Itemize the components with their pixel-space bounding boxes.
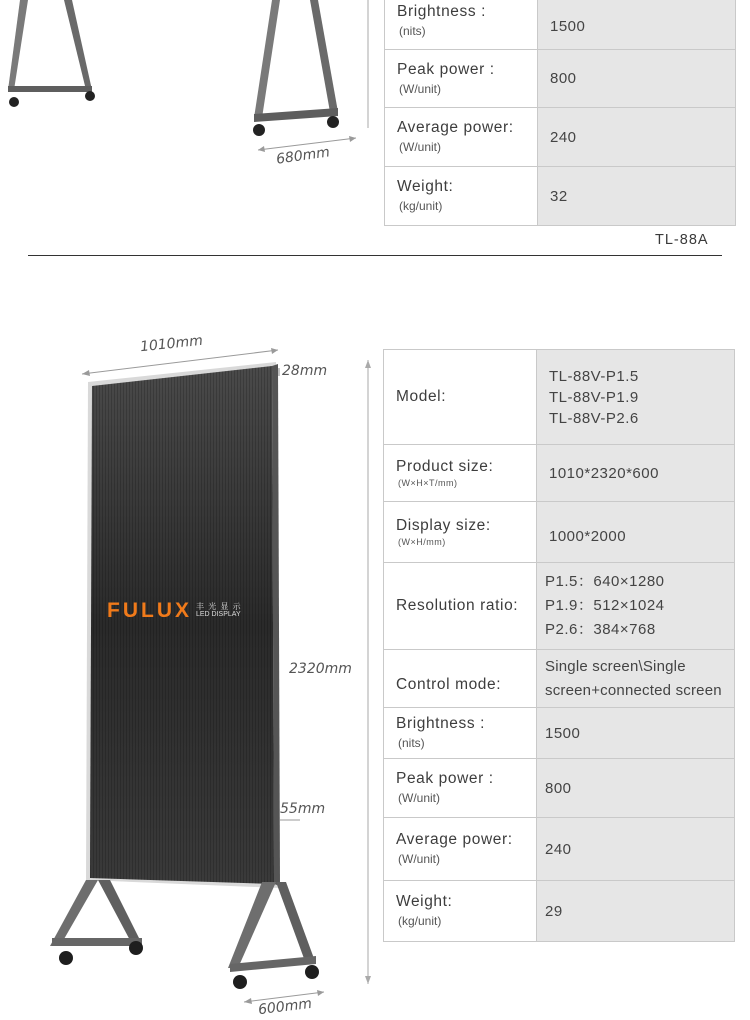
model-value: TL-88V-P1.9 <box>549 388 639 406</box>
brightness-value: 1500 <box>537 708 735 759</box>
resolution-value: P1.9：512×1024 <box>545 597 665 614</box>
model-label: Model: <box>396 388 447 405</box>
peak-power-label: Peak power : <box>396 770 494 787</box>
logo-subtext <box>196 603 242 619</box>
logo-sub: LED DISPLAY <box>196 611 241 618</box>
display-size-label: Display size: <box>396 517 491 534</box>
table-row <box>385 108 736 167</box>
weight-unit: (kg/unit) <box>398 914 442 928</box>
table-row <box>384 445 735 502</box>
table-row <box>384 563 735 650</box>
peak-power-unit: (W/unit) <box>398 791 440 805</box>
height-dimension: 2320mm <box>289 661 352 677</box>
average-power-unit: (W/unit) <box>399 140 441 154</box>
table-row <box>384 881 735 942</box>
model-value: TL-88V-P2.6 <box>549 409 639 427</box>
foot-dimension: 55mm <box>280 801 326 817</box>
peak-power-value: 800 <box>537 759 735 818</box>
spec-table <box>383 349 735 942</box>
brightness-unit: (nits) <box>399 24 426 38</box>
table-row <box>384 650 735 708</box>
product-size-value: 1010*2320*600 <box>537 445 735 502</box>
brightness-unit: (nits) <box>398 736 425 750</box>
control-mode-label: Control mode: <box>396 675 502 693</box>
table-row <box>385 0 736 50</box>
resolution-value: P2.6：384×768 <box>545 621 656 638</box>
model-value: TL-88V-P1.5 <box>549 367 639 385</box>
peak-power-unit: (W/unit) <box>399 81 441 96</box>
fulux-logo <box>107 599 242 623</box>
weight-value: 29 <box>537 881 735 942</box>
weight-value: 32 <box>538 167 736 226</box>
average-power-value: 240 <box>538 108 736 167</box>
table-row <box>385 50 736 108</box>
table-row <box>385 167 736 226</box>
average-power-label: Average power: <box>396 831 513 848</box>
peak-power-value: 800 <box>538 50 736 108</box>
resolution-value: P1.5：640×1280 <box>545 573 665 590</box>
product-size-label: Product size: <box>396 458 494 475</box>
control-mode-value: screen+connected screen <box>545 681 722 699</box>
top-model-code: TL-88A <box>655 232 709 248</box>
table-row <box>384 502 735 563</box>
top-spec-table <box>384 0 736 226</box>
control-mode-value: Single screen\Single <box>545 657 686 675</box>
resolution-label: Resolution ratio: <box>396 597 519 614</box>
depth-dimension: 600mm <box>257 995 313 1019</box>
average-power-unit: (W/unit) <box>398 852 440 866</box>
weight-label: Weight: <box>396 893 453 910</box>
thickness-dimension: 28mm <box>282 363 328 379</box>
section-divider <box>28 255 722 256</box>
weight-label: Weight: <box>397 178 454 195</box>
display-size-unit: (W×H/mm) <box>398 537 446 547</box>
model-values <box>537 350 735 445</box>
average-power-value: 240 <box>537 818 735 881</box>
product-size-unit: (W×H×T/mm) <box>398 478 458 488</box>
peak-power-label: Peak power : <box>397 60 495 78</box>
brightness-label: Brightness : <box>397 3 487 20</box>
table-row <box>384 818 735 881</box>
table-row <box>384 708 735 759</box>
table-row <box>384 759 735 818</box>
average-power-label: Average power: <box>397 119 514 136</box>
brightness-value: 1500 <box>538 0 736 50</box>
weight-unit: (kg/unit) <box>399 199 443 213</box>
control-mode-values <box>537 650 735 708</box>
brightness-label: Brightness : <box>396 715 486 732</box>
logo-brand: FULUX <box>107 599 192 622</box>
table-row <box>384 350 735 445</box>
top-depth-dimension: 680mm <box>275 144 331 168</box>
logo-cn: 丰 光 显 示 <box>196 602 242 611</box>
width-dimension: 1010mm <box>139 332 204 356</box>
resolution-values <box>537 563 735 650</box>
display-size-value: 1000*2000 <box>537 502 735 563</box>
